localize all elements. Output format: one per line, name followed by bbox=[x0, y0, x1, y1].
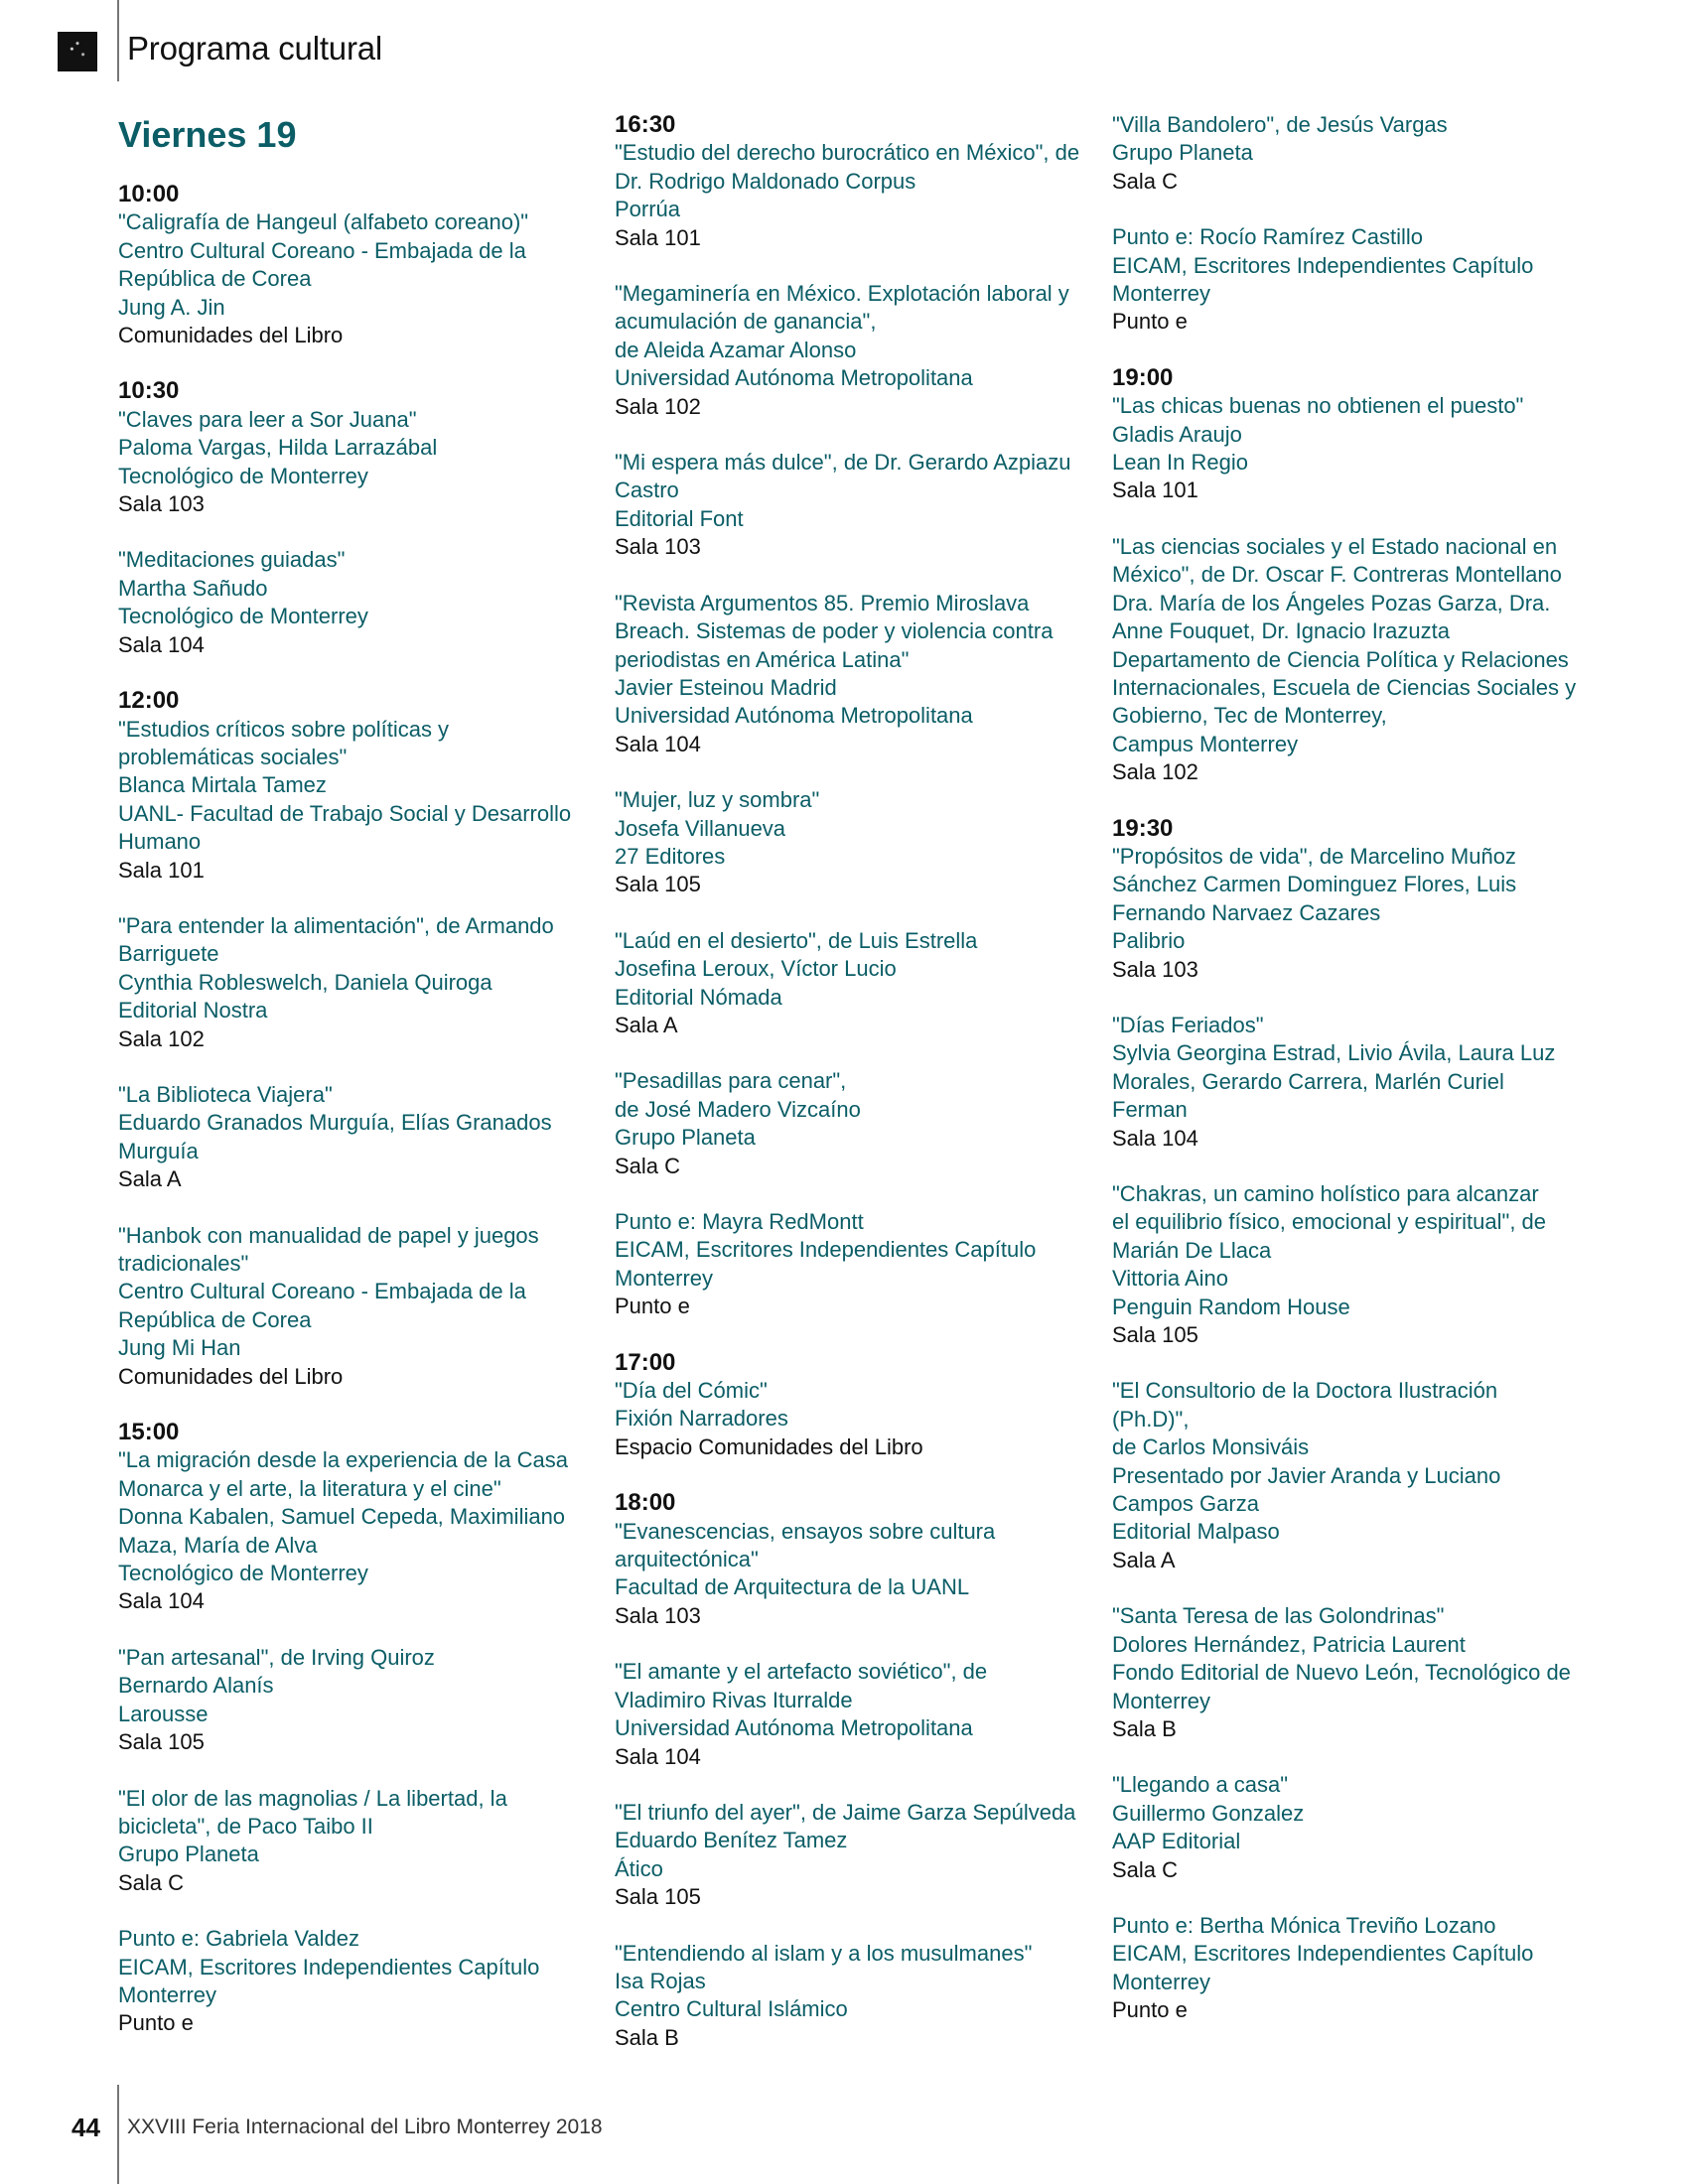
event-entry bbox=[615, 786, 1081, 899]
event-line: "El triunfo del ayer", de Jaime Garza Sepúlveda bbox=[615, 1799, 1076, 1825]
event-line: Jung Mi Han bbox=[118, 1335, 241, 1361]
event-line: arquitectónica" bbox=[615, 1547, 759, 1572]
event-line: UANL- Facultad de Trabajo Social y Desarrollo bbox=[118, 800, 572, 826]
time-block bbox=[615, 111, 1081, 1321]
event-line: Sánchez Carmen Dominguez Flores, Luis bbox=[1112, 872, 1517, 897]
event-line: Breach. Sistemas de poder y violencia contra bbox=[615, 618, 1054, 644]
event-entry bbox=[1112, 1377, 1579, 1574]
event-entry bbox=[118, 406, 585, 519]
event-venue: Sala 101 bbox=[118, 857, 205, 883]
event-venue: Comunidades del Libro bbox=[118, 323, 344, 348]
event-line: EICAM, Escritores Independientes Capítulo bbox=[1112, 1941, 1534, 1967]
event-line: Anne Fouquet, Dr. Ignacio Irazuzta bbox=[1112, 618, 1450, 644]
event-entry bbox=[615, 927, 1081, 1040]
event-line: Donna Kabalen, Samuel Cepeda, Maximiliano bbox=[118, 1504, 566, 1530]
event-line: Campus Monterrey bbox=[1112, 731, 1299, 756]
event-line: Presentado por Javier Aranda y Luciano bbox=[1112, 1462, 1501, 1488]
event-entry bbox=[615, 1799, 1081, 1912]
event-line: Josefa Villanueva bbox=[615, 815, 786, 841]
event-line: EICAM, Escritores Independientes Capítulo bbox=[118, 1954, 540, 1979]
event-venue: Sala 104 bbox=[615, 731, 701, 756]
event-venue: Sala 102 bbox=[118, 1025, 205, 1051]
event-line: Gladis Araujo bbox=[1112, 421, 1242, 447]
event-line: Palibrio bbox=[1112, 928, 1186, 954]
day-title: Viernes 19 bbox=[118, 114, 297, 155]
event-line: Punto e: Rocío Ramírez Castillo bbox=[1112, 224, 1424, 250]
event-venue: Sala C bbox=[1112, 168, 1179, 194]
event-line: Vittoria Aino bbox=[1112, 1266, 1229, 1292]
header-divider bbox=[117, 0, 119, 81]
event-entry bbox=[1112, 392, 1579, 505]
event-line: Internacionales, Escuela de Ciencias Sociales y bbox=[1112, 674, 1577, 700]
event-line: Fernando Narvaez Cazares bbox=[1112, 899, 1381, 925]
event-line: Dra. María de los Ángeles Pozas Garza, Dra. bbox=[1112, 590, 1551, 615]
time-block bbox=[615, 1349, 1081, 1462]
event-entry bbox=[615, 1518, 1081, 1631]
event-line: "Revista Argumentos 85. Premio Miroslava bbox=[615, 590, 1030, 615]
time-slot: 17:00 bbox=[615, 1348, 676, 1376]
event-entry bbox=[1112, 223, 1579, 337]
event-line: 27 Editores bbox=[615, 843, 726, 869]
event-line: Bernardo Alanís bbox=[118, 1673, 274, 1699]
time-block bbox=[615, 1489, 1081, 2052]
event-line: Universidad Autónoma Metropolitana bbox=[615, 1715, 973, 1741]
event-line: Tecnológico de Monterrey bbox=[118, 1561, 368, 1586]
event-line: problemáticas sociales" bbox=[118, 744, 348, 769]
event-line: Blanca Mirtala Tamez bbox=[118, 772, 327, 798]
event-line: Morales, Gerardo Carrera, Marlén Curiel Ferman bbox=[1112, 1068, 1504, 1123]
event-line: "Estudios críticos sobre políticas y bbox=[118, 716, 450, 742]
event-line: República de Corea bbox=[118, 1306, 312, 1332]
event-line: Monterrey bbox=[1112, 281, 1211, 307]
event-line: Monterrey bbox=[1112, 1688, 1211, 1713]
event-line: "Las chicas buenas no obtienen el puesto" bbox=[1112, 393, 1524, 419]
event-entry bbox=[615, 1658, 1081, 1771]
event-line: "Estudio del derecho burocrático en México", de bbox=[615, 140, 1080, 166]
event-line: Porrúa bbox=[615, 197, 681, 222]
event-venue: Sala 104 bbox=[118, 631, 205, 657]
event-line: Guillermo Gonzalez bbox=[1112, 1800, 1305, 1826]
event-line: Humano bbox=[118, 829, 202, 855]
event-line: Editorial Malpaso bbox=[1112, 1519, 1280, 1545]
event-line: "La Biblioteca Viajera" bbox=[118, 1081, 333, 1107]
event-line: "El Consultorio de la Doctora Ilustración (Ph.D)", bbox=[1112, 1378, 1498, 1432]
event-line: Facultad de Arquitectura de la UANL bbox=[615, 1574, 970, 1600]
event-venue: Espacio Comunidades del Libro bbox=[615, 1433, 923, 1459]
event-line: "Claves para leer a Sor Juana" bbox=[118, 406, 417, 432]
time-block bbox=[118, 181, 585, 349]
time-slot: 10:00 bbox=[118, 181, 180, 207]
event-line: Maza, María de Alva bbox=[118, 1532, 318, 1558]
event-line: México", de Dr. Oscar F. Contreras Montellano bbox=[1112, 562, 1562, 588]
event-line: Monarca y el arte, la literatura y el cine" bbox=[118, 1475, 501, 1501]
event-line: Tecnológico de Monterrey bbox=[118, 604, 368, 629]
event-venue: Punto e bbox=[1112, 1997, 1188, 2023]
event-line: "Días Feriados" bbox=[1112, 1012, 1264, 1037]
event-line: Cynthia Robleswelch, Daniela Quiroga bbox=[118, 969, 492, 995]
event-venue: Sala A bbox=[1112, 1547, 1176, 1572]
time-block bbox=[118, 377, 585, 659]
event-line: AAP Editorial bbox=[1112, 1829, 1241, 1854]
event-venue: Sala B bbox=[615, 2024, 679, 2050]
event-line: Universidad Autónoma Metropolitana bbox=[615, 703, 973, 729]
event-line: "Llegando a casa" bbox=[1112, 1772, 1289, 1798]
event-line: Grupo Planeta bbox=[118, 1842, 259, 1867]
event-line: Larousse bbox=[118, 1701, 209, 1726]
event-entry bbox=[1112, 111, 1579, 196]
event-venue: Comunidades del Libro bbox=[118, 1363, 344, 1389]
event-line: Gobierno, Tec de Monterrey, bbox=[1112, 703, 1387, 729]
event-venue: Sala 103 bbox=[118, 491, 205, 517]
event-line: de José Madero Vizcaíno bbox=[615, 1096, 861, 1122]
time-block bbox=[1112, 815, 1579, 2025]
event-line: "Mi espera más dulce", de Dr. Gerardo Azpiazu bbox=[615, 450, 1071, 476]
event-line: Monterrey bbox=[118, 1981, 217, 2007]
event-line: Jung A. Jin bbox=[118, 294, 225, 320]
event-line: "Propósitos de vida", de Marcelino Muñoz bbox=[1112, 843, 1516, 869]
event-line: Murguía bbox=[118, 1138, 199, 1163]
event-venue: Sala 105 bbox=[1112, 1322, 1198, 1348]
event-line: Campos Garza bbox=[1112, 1491, 1259, 1517]
event-entry bbox=[1112, 843, 1579, 984]
event-line: Departamento de Ciencia Política y Relaciones bbox=[1112, 646, 1569, 672]
event-line: Monterrey bbox=[615, 1265, 714, 1291]
event-line: Punto e: Mayra RedMontt bbox=[615, 1209, 864, 1234]
time-slot: 16:30 bbox=[615, 111, 676, 138]
event-line: Centro Cultural Coreano - Embajada de la bbox=[118, 1279, 526, 1304]
event-venue: Sala 102 bbox=[615, 393, 701, 419]
event-venue: Sala 105 bbox=[615, 1884, 701, 1910]
event-line: "Evanescencias, ensayos sobre cultura bbox=[615, 1518, 996, 1544]
page-title: Programa cultural bbox=[127, 30, 383, 67]
time-block bbox=[1112, 364, 1579, 787]
event-line: Editorial Font bbox=[615, 505, 744, 531]
event-line: Javier Esteinou Madrid bbox=[615, 674, 837, 700]
footer-divider bbox=[117, 2085, 119, 2184]
fil-logo-icon bbox=[58, 32, 97, 71]
event-entry bbox=[615, 1377, 1081, 1461]
event-entry bbox=[118, 1446, 585, 1615]
event-line: EICAM, Escritores Independientes Capítulo bbox=[615, 1237, 1037, 1263]
event-line: Josefina Leroux, Víctor Lucio bbox=[615, 956, 897, 982]
program-column-2 bbox=[615, 111, 1081, 2080]
event-line: Monterrey bbox=[1112, 1969, 1211, 1994]
time-slot: 10:30 bbox=[118, 377, 180, 405]
event-line: Fondo Editorial de Nuevo León, Tecnológico de bbox=[1112, 1660, 1571, 1686]
time-block bbox=[118, 1419, 585, 2038]
event-entry bbox=[615, 139, 1081, 252]
event-line: Ático bbox=[615, 1855, 663, 1881]
event-entry bbox=[118, 208, 585, 349]
event-line: Sylvia Georgina Estrad, Livio Ávila, Laura Luz bbox=[1112, 1040, 1556, 1066]
time-block bbox=[1112, 111, 1579, 337]
event-line: "Entendiendo al islam y a los musulmanes" bbox=[615, 1940, 1033, 1966]
event-line: "Megaminería en México. Explotación laboral y bbox=[615, 281, 1069, 307]
event-venue: Sala 104 bbox=[1112, 1125, 1198, 1151]
event-entry bbox=[615, 449, 1081, 562]
event-venue: Sala 103 bbox=[1112, 956, 1198, 982]
event-entry bbox=[1112, 533, 1579, 787]
event-line: acumulación de ganancia", bbox=[615, 309, 877, 335]
event-entry bbox=[615, 280, 1081, 421]
event-line: Penguin Random House bbox=[1112, 1294, 1350, 1319]
event-line: Eduardo Benítez Tamez bbox=[615, 1828, 848, 1853]
event-line: "Las ciencias sociales y el Estado nacional en bbox=[1112, 533, 1558, 559]
event-venue: Sala C bbox=[615, 1153, 681, 1178]
event-line: Dolores Hernández, Patricia Laurent bbox=[1112, 1631, 1466, 1657]
event-line: República de Corea bbox=[118, 266, 312, 292]
event-venue: Sala 105 bbox=[615, 872, 701, 897]
event-line: tradicionales" bbox=[118, 1251, 249, 1276]
footer-text: XXVIII Feria Internacional del Libro Monterrey 2018 bbox=[127, 2116, 603, 2138]
event-line: "Villa Bandolero", de Jesús Vargas bbox=[1112, 112, 1448, 137]
event-line: "Día del Cómic" bbox=[615, 1378, 768, 1404]
event-venue: Sala 101 bbox=[615, 224, 701, 250]
time-slot: 19:00 bbox=[1112, 363, 1174, 391]
page-number: 44 bbox=[71, 2113, 100, 2142]
event-line: Paloma Vargas, Hilda Larrazábal bbox=[118, 435, 438, 461]
event-line: "El amante y el artefacto soviético", de bbox=[615, 1659, 988, 1685]
event-entry bbox=[118, 1081, 585, 1194]
event-venue: Punto e bbox=[1112, 309, 1188, 335]
event-line: "Caligrafía de Hangeul (alfabeto coreano)" bbox=[118, 209, 529, 235]
event-entry bbox=[1112, 1602, 1579, 1743]
event-venue: Sala B bbox=[1112, 1715, 1177, 1741]
event-line: "Hanbok con manualidad de papel y juegos bbox=[118, 1222, 539, 1248]
event-line: Marián De Llaca bbox=[1112, 1237, 1272, 1263]
event-line: Dr. Rodrigo Maldonado Corpus bbox=[615, 168, 916, 194]
event-venue: Sala 101 bbox=[1112, 478, 1198, 503]
event-line: Tecnológico de Monterrey bbox=[118, 463, 368, 488]
event-line: de Carlos Monsiváis bbox=[1112, 1434, 1310, 1460]
event-entry bbox=[615, 590, 1081, 758]
event-line: "Mujer, luz y sombra" bbox=[615, 787, 820, 813]
event-entry bbox=[1112, 1180, 1579, 1349]
program-column-3 bbox=[1112, 111, 1579, 2053]
event-line: "Pan artesanal", de Irving Quiroz bbox=[118, 1644, 435, 1670]
event-line: Centro Cultural Coreano - Embajada de la bbox=[118, 237, 526, 263]
event-line: Martha Sañudo bbox=[118, 575, 268, 601]
event-entry bbox=[118, 716, 585, 885]
event-line: Editorial Nostra bbox=[118, 998, 268, 1024]
event-line: "Meditaciones guiadas" bbox=[118, 547, 346, 573]
program-column-1 bbox=[118, 111, 585, 2066]
event-line: "La migración desde la experiencia de la Casa bbox=[118, 1447, 568, 1473]
event-entry bbox=[118, 912, 585, 1053]
event-venue: Sala C bbox=[118, 1869, 185, 1895]
event-entry bbox=[615, 1208, 1081, 1321]
event-entry bbox=[118, 1222, 585, 1391]
event-line: EICAM, Escritores Independientes Capítulo bbox=[1112, 252, 1534, 278]
event-venue: Punto e bbox=[615, 1294, 690, 1319]
event-venue: Sala 103 bbox=[615, 534, 701, 560]
event-venue: Punto e bbox=[118, 2010, 194, 2036]
event-line: "Chakras, un camino holístico para alcanzar bbox=[1112, 1181, 1539, 1206]
event-line: Editorial Nómada bbox=[615, 984, 782, 1010]
time-slot: 18:00 bbox=[615, 1489, 676, 1517]
event-entry bbox=[1112, 1771, 1579, 1884]
event-line: Punto e: Bertha Mónica Treviño Lozano bbox=[1112, 1912, 1496, 1938]
event-line: el equilibrio físico, emocional y espiritual", de bbox=[1112, 1209, 1547, 1235]
time-block bbox=[118, 687, 585, 1391]
event-entry bbox=[118, 1644, 585, 1757]
event-line: "El olor de las magnolias / La libertad, la bbox=[118, 1785, 507, 1811]
event-line: Universidad Autónoma Metropolitana bbox=[615, 365, 973, 391]
event-line: Grupo Planeta bbox=[615, 1125, 756, 1151]
event-venue: Sala A bbox=[615, 1012, 678, 1037]
event-entry bbox=[1112, 1912, 1579, 2025]
event-venue: Sala 103 bbox=[615, 1602, 701, 1628]
event-line: Isa Rojas bbox=[615, 1968, 706, 1993]
event-venue: Sala 104 bbox=[118, 1588, 205, 1614]
event-line: Eduardo Granados Murguía, Elías Granados bbox=[118, 1110, 552, 1136]
event-line: de Aleida Azamar Alonso bbox=[615, 337, 857, 362]
event-line: bicicleta", de Paco Taibo II bbox=[118, 1813, 373, 1839]
event-line: Centro Cultural Islámico bbox=[615, 1996, 848, 2022]
event-line: "Pesadillas para cenar", bbox=[615, 1068, 847, 1094]
event-venue: Sala 104 bbox=[615, 1743, 701, 1769]
event-entry bbox=[118, 546, 585, 659]
event-line: "Laúd en el desierto", de Luis Estrella bbox=[615, 927, 978, 953]
time-slot: 15:00 bbox=[118, 1419, 180, 1446]
event-entry bbox=[1112, 1012, 1579, 1153]
event-entry bbox=[615, 1067, 1081, 1180]
event-venue: Sala C bbox=[1112, 1856, 1179, 1882]
event-line: Castro bbox=[615, 478, 679, 503]
event-line: Punto e: Gabriela Valdez bbox=[118, 1926, 359, 1952]
event-line: Vladimiro Rivas Iturralde bbox=[615, 1687, 853, 1712]
event-entry bbox=[118, 1925, 585, 2038]
event-line: periodistas en América Latina" bbox=[615, 646, 910, 672]
time-slot: 19:30 bbox=[1112, 814, 1174, 842]
event-entry bbox=[118, 1785, 585, 1898]
time-slot: 12:00 bbox=[118, 687, 180, 715]
event-venue: Sala 105 bbox=[118, 1729, 205, 1755]
event-entry bbox=[615, 1940, 1081, 2053]
event-line: Grupo Planeta bbox=[1112, 140, 1253, 166]
event-line: Fixión Narradores bbox=[615, 1406, 788, 1432]
event-venue: Sala A bbox=[118, 1166, 182, 1192]
event-line: Barriguete bbox=[118, 941, 219, 967]
event-line: "Para entender la alimentación", de Armando bbox=[118, 912, 554, 938]
event-venue: Sala 102 bbox=[1112, 759, 1198, 785]
event-line: Lean In Regio bbox=[1112, 450, 1248, 476]
event-line: "Santa Teresa de las Golondrinas" bbox=[1112, 1603, 1445, 1629]
